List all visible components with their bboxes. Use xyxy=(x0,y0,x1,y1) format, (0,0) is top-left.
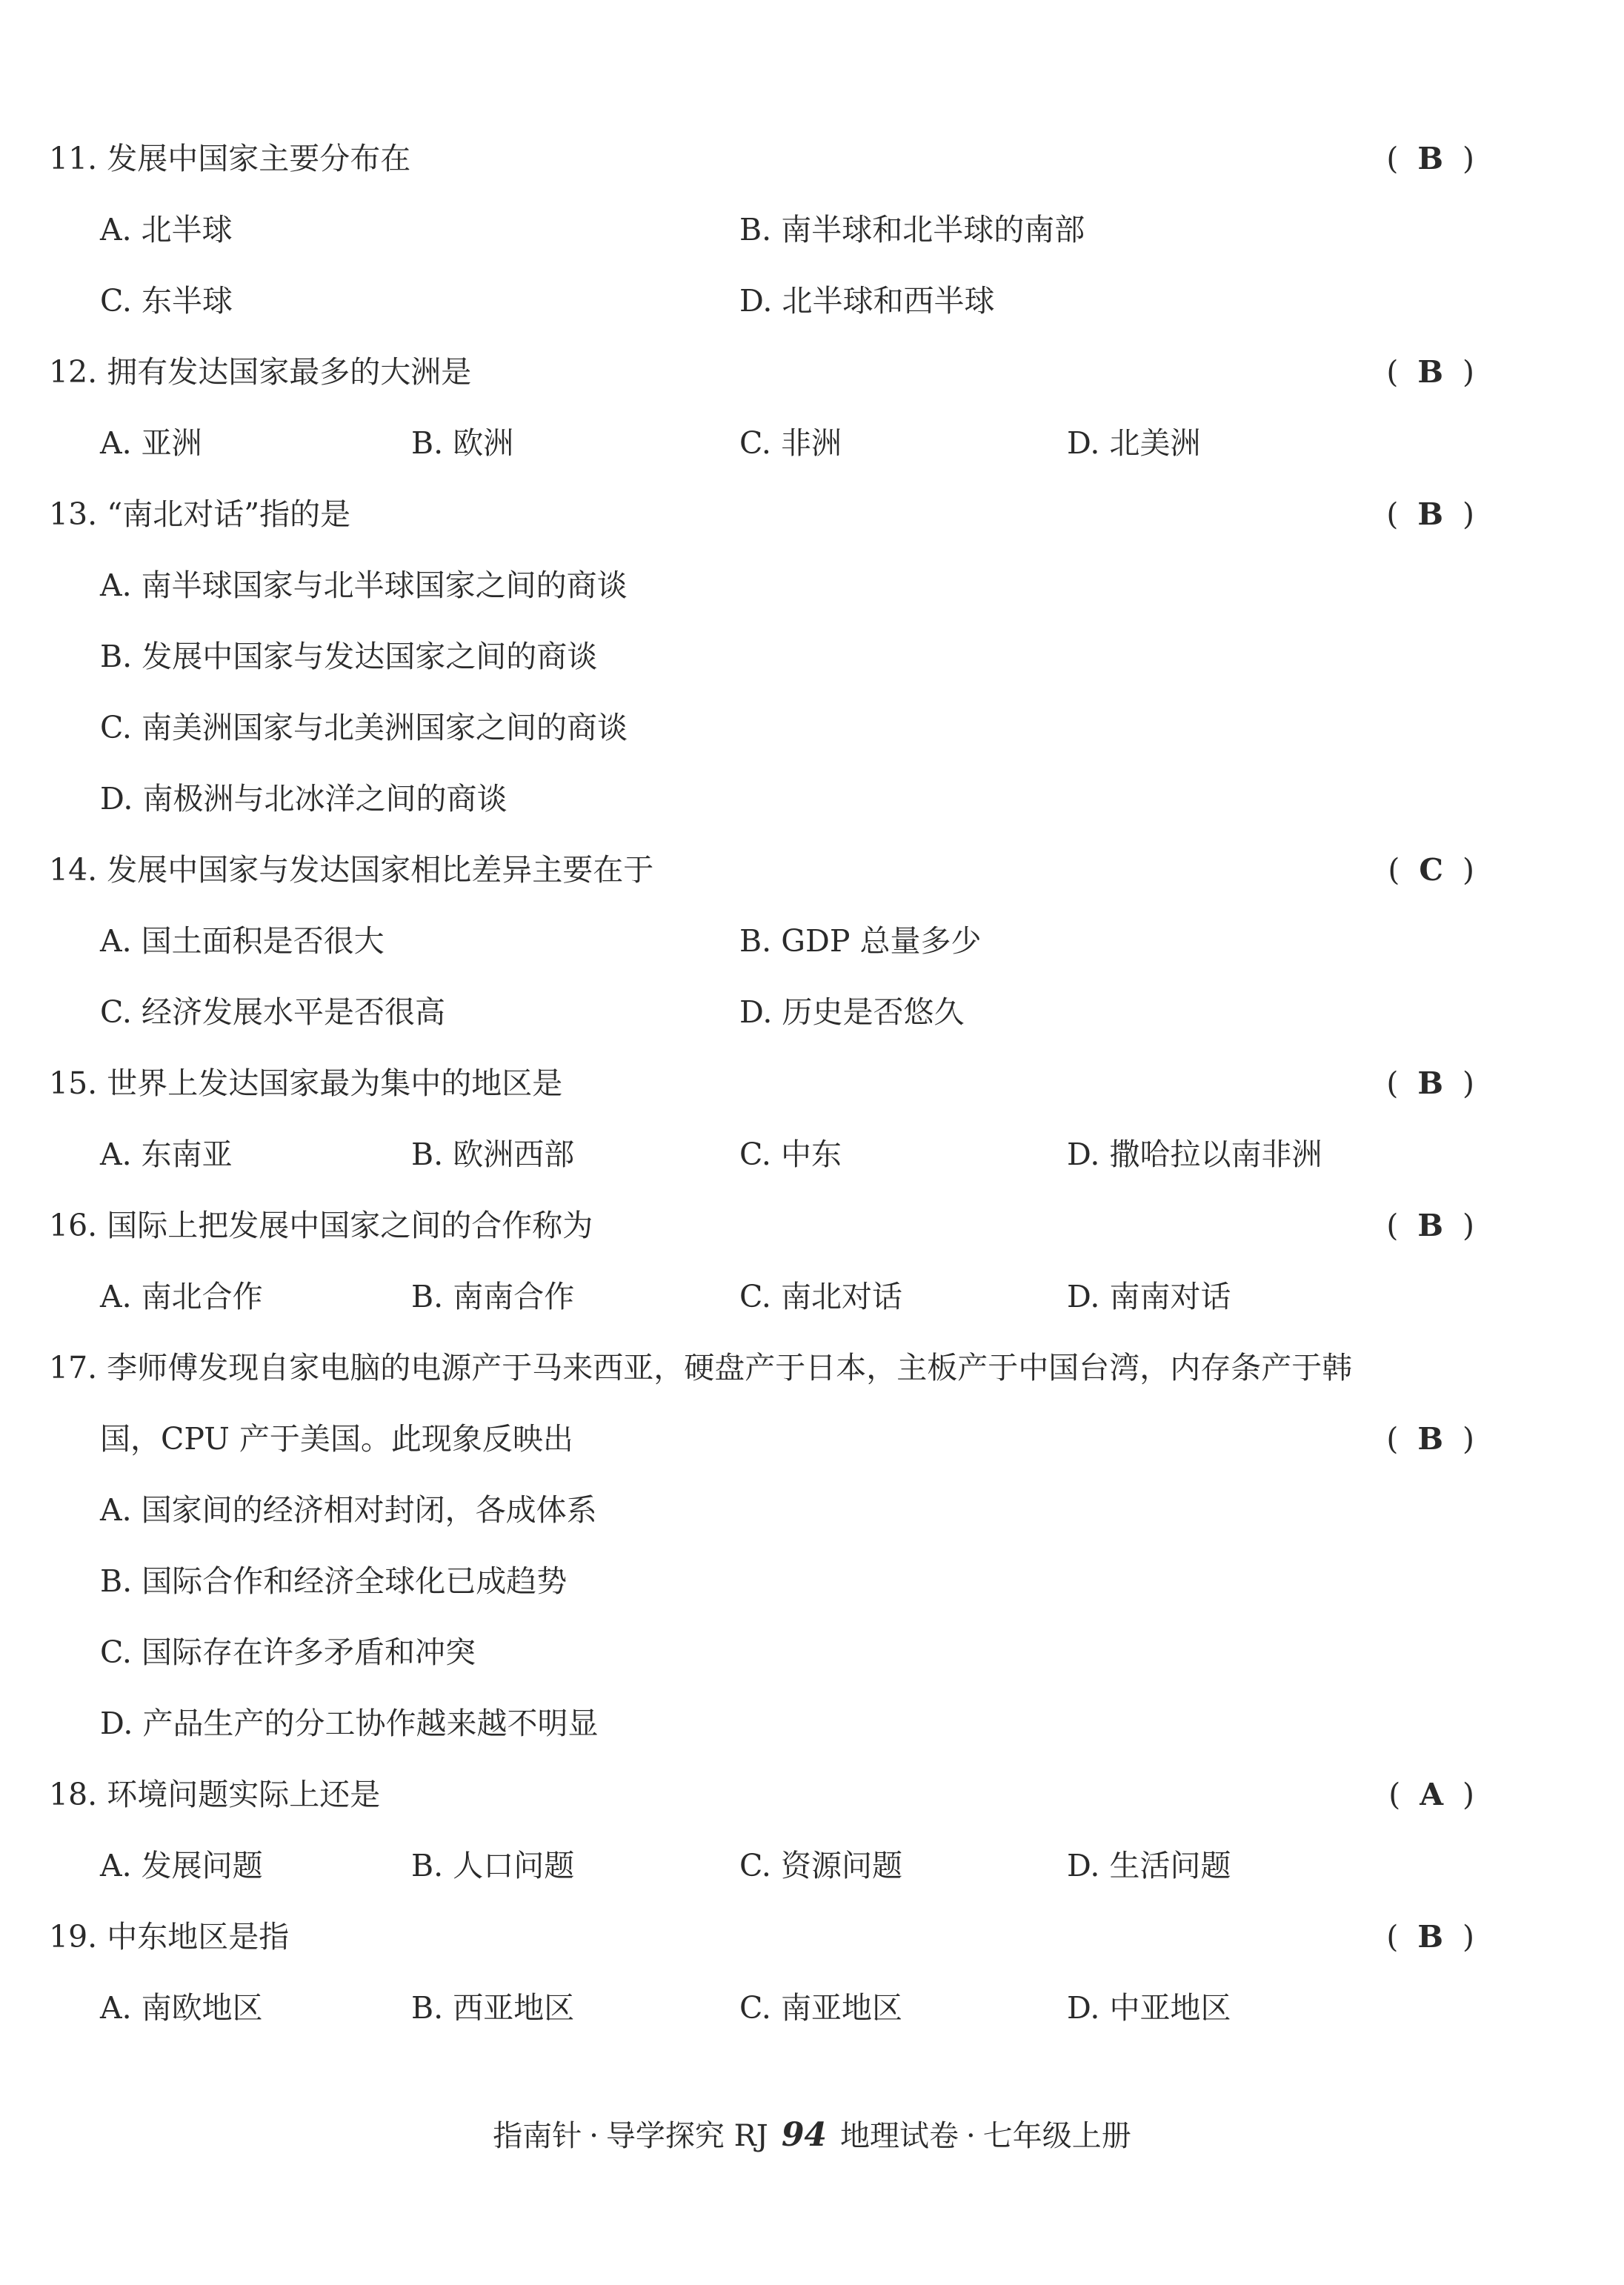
option-d: D. 中亚地区 xyxy=(1067,1990,1231,2026)
option-c: C. 经济发展水平是否很高 xyxy=(100,994,445,1030)
option-c: C. 国际存在许多矛盾和冲突 xyxy=(100,1634,476,1670)
answer-bracket: ( C ) xyxy=(1388,852,1476,888)
option-b: B. 欧洲 xyxy=(411,425,514,461)
option-c: C. 南美洲国家与北美洲国家之间的商谈 xyxy=(100,710,628,745)
option-d: D. 南南对话 xyxy=(1067,1279,1231,1314)
option-a: A. 国家间的经济相对封闭，各成体系 xyxy=(100,1492,597,1528)
question-stem: 16. 国际上把发展中国家之间的合作称为 xyxy=(49,1208,593,1243)
answer-bracket: ( B ) xyxy=(1386,496,1476,532)
option-a: A. 南北合作 xyxy=(100,1279,263,1314)
footer-series: 导学探究 RJ xyxy=(605,2119,768,2153)
option-d: D. 撒哈拉以南非洲 xyxy=(1067,1137,1322,1172)
option-b: B. 南南合作 xyxy=(411,1279,575,1314)
question-stem: 19. 中东地区是指 xyxy=(49,1919,290,1955)
option-a: A. 发展问题 xyxy=(100,1848,263,1883)
option-b: B. 人口问题 xyxy=(411,1848,575,1883)
page-number: 94 xyxy=(781,2116,828,2154)
answer-bracket: ( B ) xyxy=(1386,1421,1476,1457)
option-a: A. 亚洲 xyxy=(100,425,202,461)
question-stem: 18. 环境问题实际上还是 xyxy=(49,1777,381,1812)
option-b: B. GDP 总量多少 xyxy=(739,923,982,959)
separator-dot: · xyxy=(589,2119,599,2153)
answer-bracket: ( B ) xyxy=(1386,354,1476,390)
answer-letter: C xyxy=(1419,852,1445,888)
option-d: D. 北美洲 xyxy=(1067,425,1201,461)
option-d: D. 产品生产的分工协作越来越不明显 xyxy=(100,1706,599,1741)
answer-bracket: ( B ) xyxy=(1386,1919,1476,1955)
answer-letter: B xyxy=(1417,496,1445,532)
option-d: D. 历史是否悠久 xyxy=(739,994,965,1030)
separator-dot: · xyxy=(966,2119,976,2153)
answer-bracket: ( B ) xyxy=(1386,141,1476,176)
question-stem: 12. 拥有发达国家最多的大洲是 xyxy=(49,354,472,390)
question-stem: 15. 世界上发达国家最为集中的地区是 xyxy=(49,1065,563,1101)
question-stem: 17. 李师傅发现自家电脑的电源产于马来西亚，硬盘产于日本，主板产于中国台湾，内存条产于韩 xyxy=(49,1350,1353,1386)
answer-bracket: ( B ) xyxy=(1386,1208,1476,1243)
option-b: B. 欧洲西部 xyxy=(411,1137,575,1172)
answer-letter: B xyxy=(1417,1919,1445,1955)
option-b: B. 发展中国家与发达国家之间的商谈 xyxy=(100,639,598,674)
option-c: C. 非洲 xyxy=(739,425,842,461)
option-a: A. 南半球国家与北半球国家之间的商谈 xyxy=(100,568,628,603)
question-stem: 11. 发展中国家主要分布在 xyxy=(49,141,411,176)
option-a: A. 北半球 xyxy=(100,212,233,247)
option-b: B. 南半球和北半球的南部 xyxy=(739,212,1085,247)
option-d: D. 生活问题 xyxy=(1067,1848,1231,1883)
footer-grade: 七年级上册 xyxy=(982,2119,1131,2153)
option-c: C. 东半球 xyxy=(100,283,233,319)
question-stem-continued: 国，CPU 产于美国。此现象反映出 xyxy=(100,1421,573,1457)
option-d: D. 南极洲与北冰洋之间的商谈 xyxy=(100,781,508,816)
option-c: C. 中东 xyxy=(739,1137,842,1172)
option-a: A. 国土面积是否很大 xyxy=(100,923,385,959)
option-b: B. 西亚地区 xyxy=(411,1990,575,2026)
question-stem: 14. 发展中国家与发达国家相比差异主要在于 xyxy=(49,852,654,888)
option-a: A. 南欧地区 xyxy=(100,1990,263,2026)
answer-bracket: ( B ) xyxy=(1386,1065,1476,1101)
answer-letter: B xyxy=(1417,141,1445,176)
question-stem: 13. “南北对话”指的是 xyxy=(49,496,351,532)
option-c: C. 南亚地区 xyxy=(739,1990,902,2026)
answer-letter: B xyxy=(1417,1065,1445,1101)
answer-letter: B xyxy=(1417,1208,1445,1243)
answer-bracket: ( A ) xyxy=(1388,1777,1476,1812)
option-c: C. 南北对话 xyxy=(739,1279,902,1314)
option-d: D. 北半球和西半球 xyxy=(739,283,995,319)
option-b: B. 国际合作和经济全球化已成趋势 xyxy=(100,1563,568,1599)
answer-letter: B xyxy=(1417,1421,1445,1457)
option-c: C. 资源问题 xyxy=(739,1848,902,1883)
answer-letter: A xyxy=(1420,1777,1445,1812)
answer-letter: B xyxy=(1417,354,1445,390)
option-a: A. 东南亚 xyxy=(100,1137,233,1172)
page-footer xyxy=(0,2113,1624,2158)
footer-subject: 地理试卷 xyxy=(840,2119,959,2153)
footer-brand: 指南针 xyxy=(493,2119,582,2153)
